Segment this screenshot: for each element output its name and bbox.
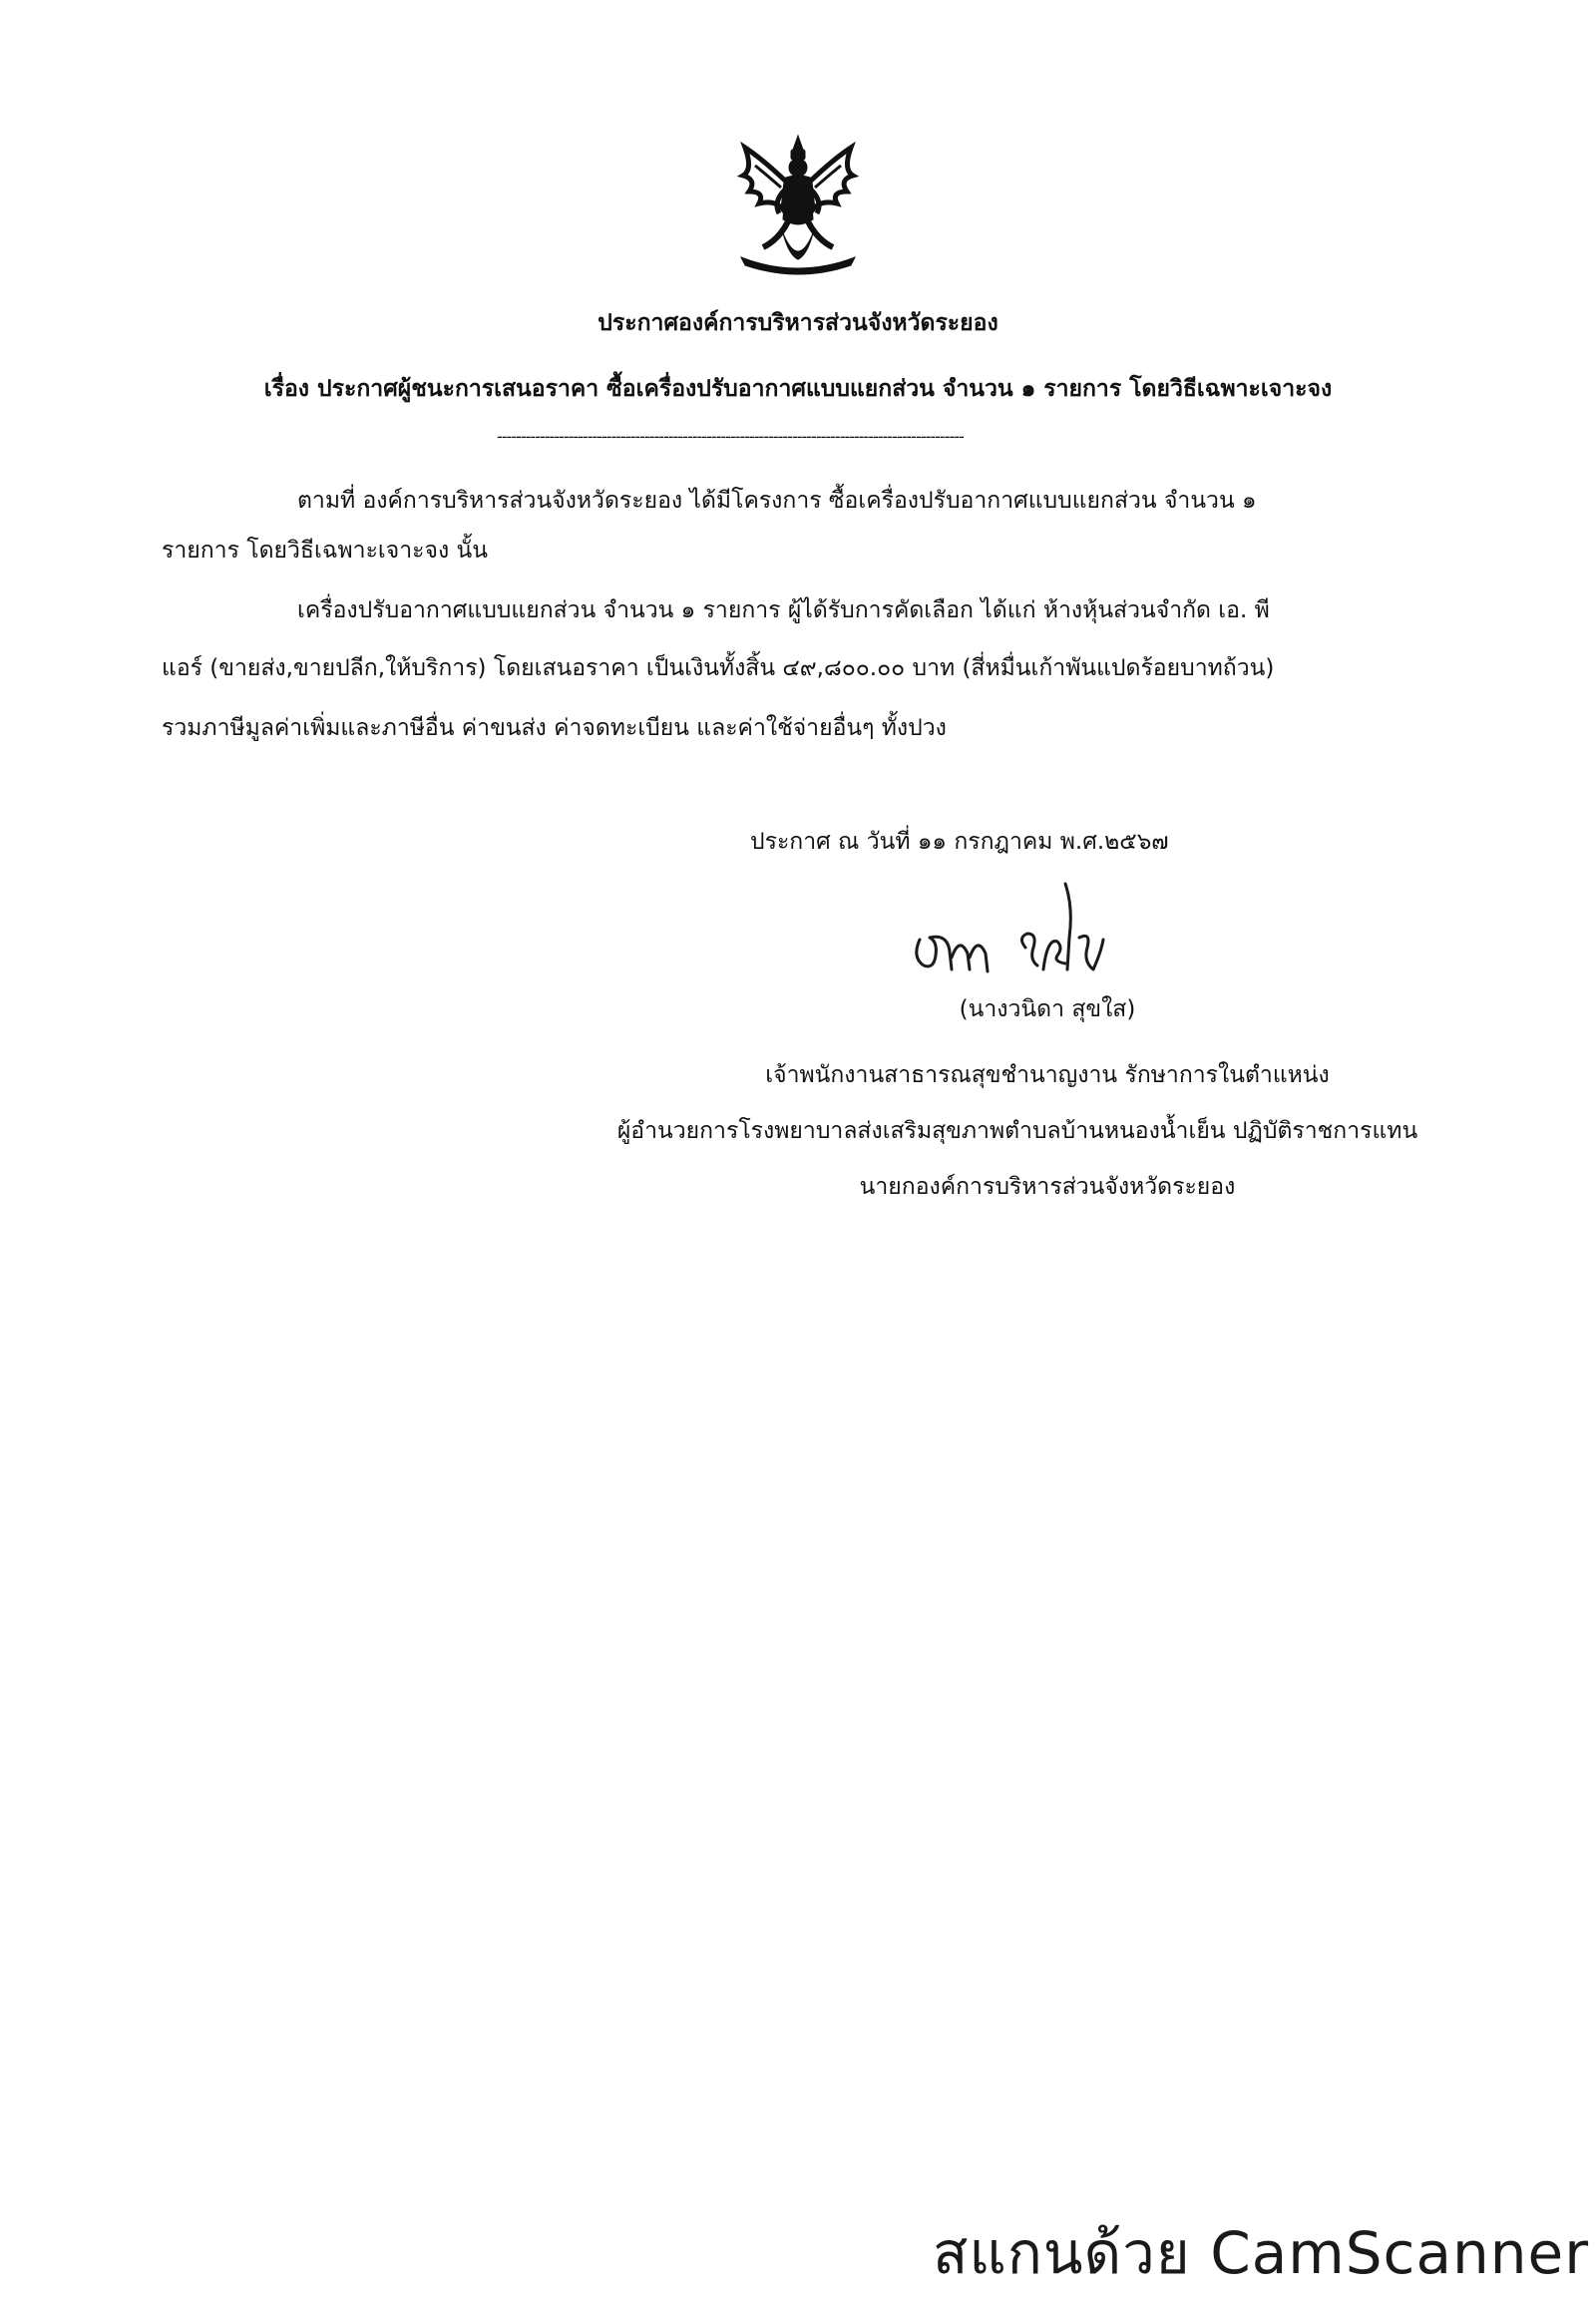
paragraph2-line3: รวมภาษีมูลค่าเพิ่มและภาษีอื่น ค่าขนส่ง ค่าจดทะเบียน และค่าใช้จ่ายอื่นๆ ทั้งปวง bbox=[162, 715, 947, 741]
paragraph1-line2: รายการ โดยวิธีเฉพาะเจาะจง นั้น bbox=[162, 538, 488, 564]
signer-name: (นางวนิดา สุขใส) bbox=[959, 996, 1136, 1022]
scanner-watermark: สแกนด้วย CamScanner bbox=[933, 2219, 1590, 2287]
signer-position-1: เจ้าพนักงานสาธารณสุขชำนาญงาน รักษาการในตำแหน่ง bbox=[765, 1062, 1330, 1088]
paragraph1-line1: ตามที่ องค์การบริหารส่วนจังหวัดระยอง ได้มีโครงการ ซื้อเครื่องปรับอากาศแบบแยกส่วน จำนวน ๑ bbox=[297, 488, 1257, 514]
document-heading: ประกาศองค์การบริหารส่วนจังหวัดระยอง bbox=[598, 310, 998, 336]
signer-position-3: นายกองค์การบริหารส่วนจังหวัดระยอง bbox=[859, 1174, 1236, 1200]
signer-position-2: ผู้อำนวยการโรงพยาบาลส่งเสริมสุขภาพตำบลบ้านหนองน้ำเย็น ปฏิบัติราชการแทน bbox=[616, 1118, 1418, 1144]
document-subject: เรื่อง ประกาศผู้ชนะการเสนอราคา ซื้อเครื่องปรับอากาศแบบแยกส่วน จำนวน ๑ รายการ โดยวิธีเฉพาะเจาะจง bbox=[263, 376, 1333, 402]
handwritten-signature bbox=[908, 878, 1137, 987]
paragraph2-line2: แอร์ (ขายส่ง,ขายปลีก,ให้บริการ) โดยเสนอราคา เป็นเงินทั้งสิ้น ๔๙,๘๐๐.๐๐ บาท (สี่หมื่นเก้าพันแปดร้อยบาทถ้วน) bbox=[162, 655, 1275, 681]
paragraph2-line1: เครื่องปรับอากาศแบบแยกส่วน จำนวน ๑ รายการ ผู้ได้รับการคัดเลือก ได้แก่ ห้างหุ้นส่วนจำกัด เอ. พี bbox=[297, 597, 1270, 623]
garuda-emblem-icon bbox=[723, 130, 873, 279]
announcement-date: ประกาศ ณ วันที่ ๑๑ กรกฎาคม พ.ศ.๒๕๖๗ bbox=[750, 829, 1169, 855]
divider-line: -------------------------------------------------------------------------------------------------- bbox=[497, 427, 964, 446]
